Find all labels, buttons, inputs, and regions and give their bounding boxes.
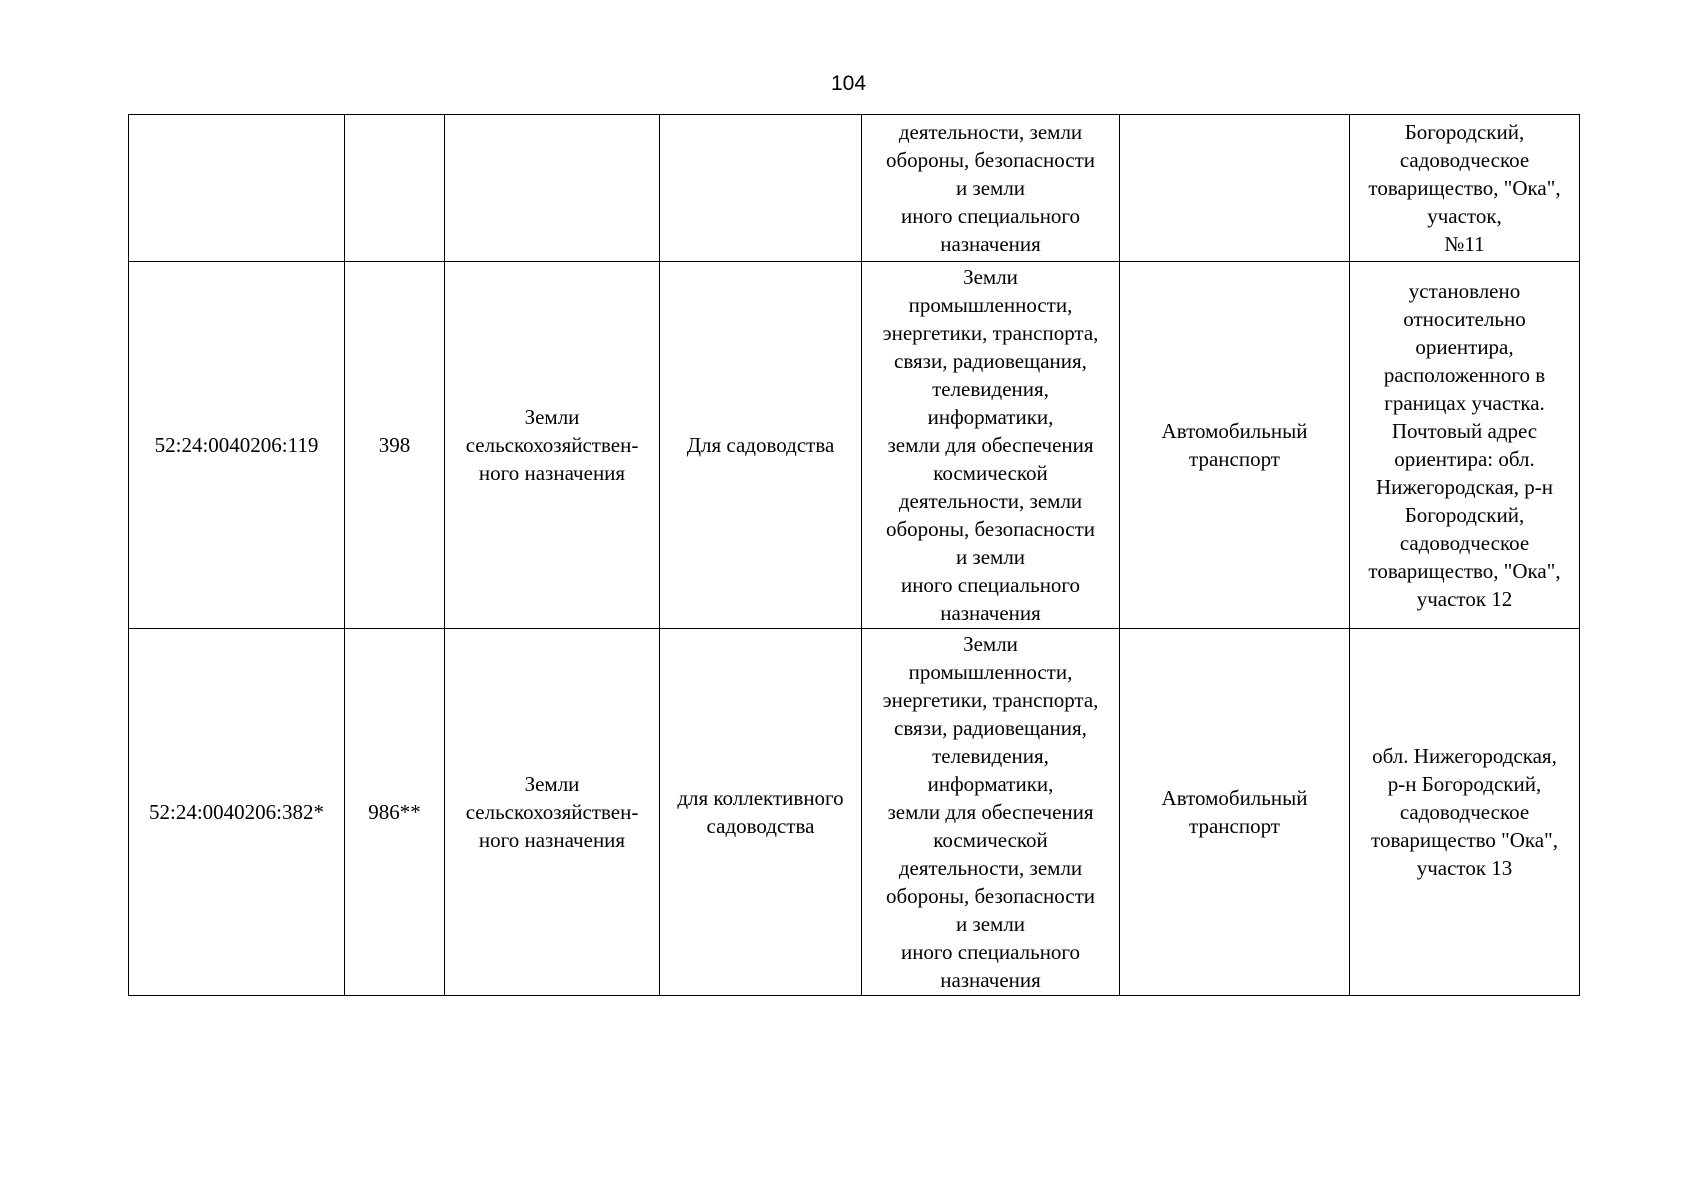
table-row (129, 262, 1580, 629)
land-category-cell (445, 115, 660, 262)
area-cell: 398 (345, 262, 445, 629)
address-cell: Богородский, садоводческое товарищество, "Ока", участок, №11 (1350, 115, 1580, 262)
address-cell: установлено относительно ориентира, расположенного в границах участка. Почтовый адрес ориентира: обл. Нижегородская, р-н Богородский, садоводческое товарищество, "Ока", участок 12 (1350, 262, 1580, 629)
land-plots-table (128, 114, 1580, 996)
area-cell (345, 115, 445, 262)
transport-cell: Автомобильный транспорт (1120, 629, 1350, 996)
address-cell: обл. Нижегородская, р-н Богородский, садоводческое товарищество "Ока", участок 13 (1350, 629, 1580, 996)
cadastral-number-cell: 52:24:0040206:382* (129, 629, 345, 996)
cadastral-number-cell (129, 115, 345, 262)
transport-cell: Автомобильный транспорт (1120, 262, 1350, 629)
table-row (129, 115, 1580, 262)
cadastral-number-cell: 52:24:0040206:119 (129, 262, 345, 629)
land-category-cell: Земли сельскохозяйствен- ного назначения (445, 262, 660, 629)
permitted-use-cell: для коллективного садоводства (660, 629, 862, 996)
table-row (129, 629, 1580, 996)
area-cell: 986** (345, 629, 445, 996)
page-number: 104 (830, 72, 867, 95)
permitted-use-cell: Для садоводства (660, 262, 862, 629)
adjacent-lands-cell: Земли промышленности, энергетики, транспорта, связи, радиовещания, телевидения, информатики, земли для обеспечения космической деятельности, земли обороны, безопасности и земли иного специального назначения (862, 629, 1120, 996)
adjacent-lands-cell: Земли промышленности, энергетики, транспорта, связи, радиовещания, телевидения, информатики, земли для обеспечения космической деятельности, земли обороны, безопасности и земли иного специального назначения (862, 262, 1120, 629)
land-category-cell: Земли сельскохозяйствен- ного назначения (445, 629, 660, 996)
transport-cell (1120, 115, 1350, 262)
adjacent-lands-cell: деятельности, земли обороны, безопасности и земли иного специального назначения (862, 115, 1120, 262)
permitted-use-cell (660, 115, 862, 262)
